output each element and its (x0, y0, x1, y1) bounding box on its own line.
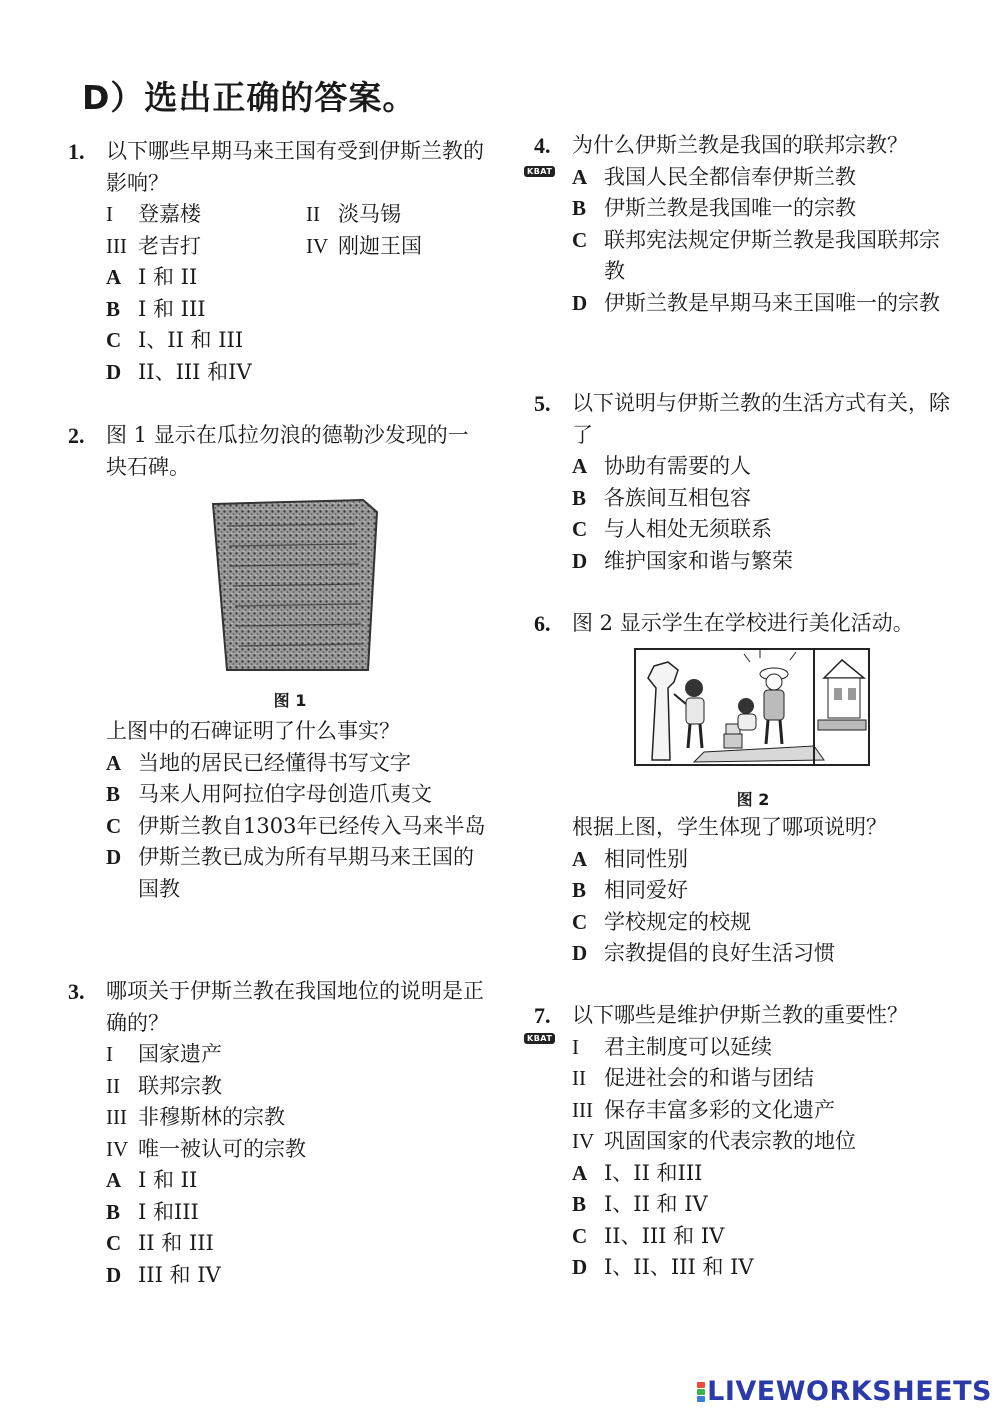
option-b[interactable]: B I 和 III (106, 296, 206, 321)
option-d[interactable]: D 伊斯兰教已成为所有早期马来王国的国教 (106, 845, 474, 901)
question-6-body (534, 812, 954, 970)
statement-item: III 保存丰富多彩的文化遗产 (572, 1097, 835, 1122)
option-c[interactable]: C I、II 和 III (106, 328, 244, 352)
question-prompt: 根据上图，学生体现了哪项说明？ (572, 815, 887, 839)
question-prompt: 上图中的石碑证明了什么事实？ (106, 719, 400, 743)
option-b[interactable]: B 马来人用阿拉伯字母创造爪夷文 (106, 782, 432, 806)
question-stem: 以下哪些早期马来王国有受到伊斯兰教的影响？ (106, 139, 484, 195)
students-activity-figure (634, 648, 870, 766)
option-c[interactable]: C 伊斯兰教自1303年已经传入马来半岛 (106, 813, 486, 838)
option-b[interactable]: B I、II 和 IV (572, 1192, 708, 1216)
question-3 (68, 976, 488, 1291)
statement-item: IV 刚迦王国 (306, 233, 422, 258)
option-b[interactable]: B I 和III (106, 1199, 199, 1224)
stone-inscription-figure (205, 498, 380, 673)
question-6 (534, 608, 954, 640)
figure-2-caption: 图 2 (736, 790, 770, 809)
question-number: 3. (68, 979, 85, 1004)
question-stem: 以下说明与伊斯兰教的生活方式有关，除了 (572, 391, 950, 447)
option-c[interactable]: C II、III 和 IV (572, 1223, 725, 1248)
question-number: 2. (68, 423, 85, 448)
statement-item: IV 唯一被认可的宗教 (106, 1136, 306, 1161)
question-stem: 图 1 显示在瓜拉勿浪的德勒沙发现的一块石碑。 (106, 423, 469, 479)
option-a[interactable]: A 我国人民全都信奉伊斯兰教 (572, 164, 856, 189)
option-a[interactable]: A 相同性别 (572, 846, 688, 871)
option-b[interactable]: B 各族间互相包容 (572, 485, 751, 510)
option-c[interactable]: C 学校规定的校规 (572, 909, 751, 934)
question-number: 4. (534, 133, 551, 158)
statement-item: III 非穆斯林的宗教 (106, 1105, 285, 1129)
question-4 (534, 130, 954, 319)
question-7 (534, 1000, 954, 1284)
question-1 (68, 136, 488, 388)
question-stem: 为什么伊斯兰教是我国的联邦宗教？ (572, 133, 908, 157)
question-2 (68, 420, 488, 483)
question-number: 7. (534, 1003, 551, 1028)
figure-1-caption: 图 1 (273, 691, 307, 710)
option-d[interactable]: D 伊斯兰教是早期马来王国唯一的宗教 (572, 290, 940, 315)
question-5 (534, 388, 954, 577)
statement-item: I 登嘉楼 (106, 202, 201, 226)
option-a[interactable]: A 协助有需要的人 (572, 454, 751, 478)
kbat-badge: KBAT (524, 1033, 555, 1044)
kbat-badge: KBAT (524, 166, 555, 177)
section-title: D）选出正确的答案。 (82, 78, 417, 117)
statement-item: II 淡马锡 (306, 202, 401, 226)
option-d[interactable]: D 宗教提倡的良好生活习惯 (572, 941, 835, 965)
liveworksheets-logo-icon (697, 1382, 705, 1402)
statement-item: IV 巩固国家的代表宗教的地位 (572, 1129, 856, 1153)
option-d[interactable]: D II、III 和IV (106, 359, 252, 384)
statement-list (106, 199, 488, 262)
option-c[interactable]: C 与人相处无须联系 (572, 517, 772, 541)
question-number: 1. (68, 139, 85, 164)
option-a[interactable]: A I 和 II (106, 265, 198, 289)
statement-item: I 国家遗产 (106, 1042, 222, 1066)
watermark-text: LIVEWORKSHEETS (707, 1376, 992, 1407)
question-stem: 以下哪些是维护伊斯兰教的重要性？ (572, 1003, 908, 1027)
question-2-body (68, 716, 488, 905)
question-number: 5. (534, 391, 551, 416)
option-d[interactable]: D 维护国家和谐与繁荣 (572, 548, 793, 573)
statement-item: III 老吉打 (106, 233, 201, 258)
option-b[interactable]: B 伊斯兰教是我国唯一的宗教 (572, 196, 856, 220)
statement-item: II 促进社会的和谐与团结 (572, 1066, 814, 1090)
option-a[interactable]: A I 和 II (106, 1168, 198, 1192)
option-a[interactable]: A I、II 和III (572, 1160, 703, 1185)
statement-item: I 君主制度可以延续 (572, 1034, 772, 1059)
liveworksheets-watermark (697, 1376, 992, 1407)
question-stem: 哪项关于伊斯兰教在我国地位的说明是正确的？ (106, 979, 484, 1035)
question-stem: 图 2 显示学生在学校进行美化活动。 (572, 611, 914, 635)
statement-item: II 联邦宗教 (106, 1073, 222, 1098)
option-c[interactable]: C II 和 III (106, 1231, 214, 1255)
option-a[interactable]: A 当地的居民已经懂得书写文字 (106, 750, 411, 775)
question-number: 6. (534, 611, 551, 636)
option-b[interactable]: B 相同爱好 (572, 878, 688, 902)
option-d[interactable]: D I、II、III 和 IV (572, 1255, 754, 1279)
option-d[interactable]: D III 和 IV (106, 1262, 221, 1287)
option-c[interactable]: C 联邦宪法规定伊斯兰教是我国联邦宗教 (572, 227, 940, 283)
